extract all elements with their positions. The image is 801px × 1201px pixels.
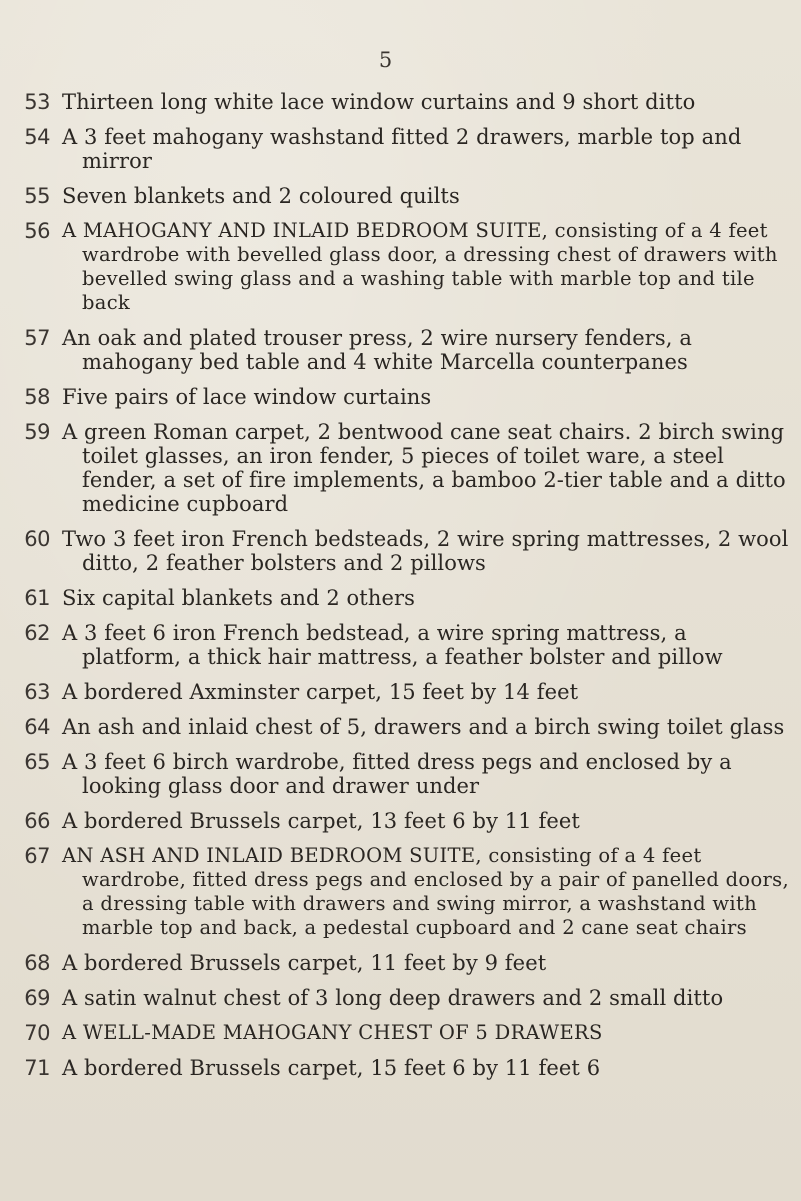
lot-entry xyxy=(0,951,801,975)
page-number: 5 xyxy=(378,48,393,72)
lot-entry xyxy=(0,385,801,409)
lot-entry xyxy=(0,420,801,516)
lot-description: Thirteen long white lace window curtains and 9 short ditto xyxy=(62,90,696,114)
lot-description: Five pairs of lace window curtains xyxy=(62,385,432,409)
lot-number: 56 xyxy=(24,219,50,243)
lot-entry xyxy=(0,219,801,315)
lot-number: 55 xyxy=(24,184,50,208)
lot-number: 67 xyxy=(24,844,50,868)
lot-number: 64 xyxy=(24,715,50,739)
lot-number: 65 xyxy=(24,750,50,774)
lot-number: 59 xyxy=(24,420,50,444)
lot-number: 63 xyxy=(24,680,50,704)
lot-number: 54 xyxy=(24,125,50,149)
lot-entry xyxy=(0,527,801,575)
lot-entry xyxy=(0,1021,801,1045)
lot-list xyxy=(0,90,801,1091)
lot-entry xyxy=(0,986,801,1010)
lot-description: A 3 feet 6 birch wardrobe, fitted dress pegs and enclosed by a looking glass door and drawer under xyxy=(62,750,732,798)
lot-number: 62 xyxy=(24,621,50,645)
lot-description: A 3 feet mahogany washstand fitted 2 drawers, marble top and mirror xyxy=(62,125,742,173)
lot-description: A bordered Brussels carpet, 13 feet 6 by 11 feet xyxy=(62,809,580,833)
lot-description: A green Roman carpet, 2 bentwood cane seat chairs. 2 birch swing toilet glasses, an iron fender, 5 pieces of toilet ware, a steel fender, a set of fire implements, a bamboo 2-tier table and a ditto medicine cupboard xyxy=(62,420,786,516)
lot-number: 60 xyxy=(24,527,50,551)
lot-number: 58 xyxy=(24,385,50,409)
lot-entry xyxy=(0,326,801,374)
lot-entry xyxy=(0,1056,801,1080)
lot-entry xyxy=(0,586,801,610)
lot-number: 68 xyxy=(24,951,50,975)
lot-entry xyxy=(0,125,801,173)
lot-description: Six capital blankets and 2 others xyxy=(62,586,416,610)
lot-entry xyxy=(0,680,801,704)
lot-description: A bordered Brussels carpet, 15 feet 6 by 11 feet 6 xyxy=(62,1056,601,1080)
lot-entry xyxy=(0,750,801,798)
lot-description: An ash and inlaid chest of 5, drawers and a birch swing toilet glass xyxy=(62,715,785,739)
lot-entry xyxy=(0,184,801,208)
lot-number: 70 xyxy=(24,1021,50,1045)
lot-entry xyxy=(0,715,801,739)
lot-entry xyxy=(0,621,801,669)
lot-entry xyxy=(0,90,801,114)
lot-number: 71 xyxy=(24,1056,50,1080)
lot-entry xyxy=(0,844,801,940)
lot-description: AN ASH AND INLAID BEDROOM SUITE, consisting of a 4 feet wardrobe, fitted dress pegs and enclosed by a pair of panelled doors, a dressing table with drawers and swing mirror, a washstand with marble top and back, a pedestal cupboard and 2 cane seat chairs xyxy=(62,844,789,939)
lot-number: 53 xyxy=(24,90,50,114)
lot-description: A WELL-MADE MAHOGANY CHEST OF 5 DRAWERS xyxy=(62,1021,603,1044)
lot-description: A satin walnut chest of 3 long deep drawers and 2 small ditto xyxy=(62,986,724,1010)
lot-description: A bordered Brussels carpet, 11 feet by 9 feet xyxy=(62,951,547,975)
lot-number: 61 xyxy=(24,586,50,610)
lot-description: A MAHOGANY AND INLAID BEDROOM SUITE, consisting of a 4 feet wardrobe with bevelled glass door, a dressing chest of drawers with bevelled swing glass and a washing table with marble top and tile back xyxy=(62,219,778,314)
lot-description: A bordered Axminster carpet, 15 feet by 14 feet xyxy=(62,680,579,704)
lot-description: An oak and plated trouser press, 2 wire nursery fenders, a mahogany bed table and 4 white Marcella counterpanes xyxy=(62,326,692,374)
lot-description: Seven blankets and 2 coloured quilts xyxy=(62,184,460,208)
lot-number: 66 xyxy=(24,809,50,833)
lot-description: Two 3 feet iron French bedsteads, 2 wire spring mattresses, 2 wool ditto, 2 feather bolsters and 2 pillows xyxy=(62,527,789,575)
lot-description: A 3 feet 6 iron French bedstead, a wire spring mattress, a platform, a thick hair mattress, a feather bolster and pillow xyxy=(62,621,723,669)
lot-number: 69 xyxy=(24,986,50,1010)
lot-number: 57 xyxy=(24,326,50,350)
lot-entry xyxy=(0,809,801,833)
